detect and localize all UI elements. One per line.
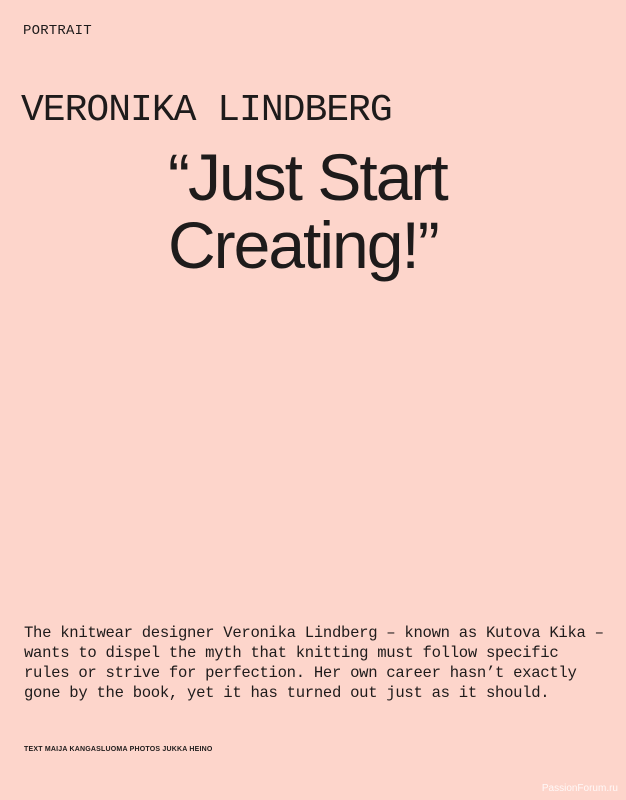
intro-paragraph: The knitwear designer Veronika Lindberg – known as Kutova Kika – wants to dispel the myth that knitting must follow specific rules or strive for perfection. Her own career hasn’t exactly gone by the book, yet it has turned out just as it should.: [24, 624, 604, 702]
headline-line-2: Creating!”: [168, 208, 438, 282]
person-name: VERONIKA LINDBERG: [21, 89, 392, 132]
watermark: PassionForum.ru: [541, 783, 618, 794]
section-label: PORTRAIT: [23, 23, 92, 39]
headline: [168, 140, 608, 282]
credits: TEXT MAIJA KANGASLUOMA PHOTOS JUKKA HEINO: [24, 746, 213, 753]
headline-line-1: “Just Start: [168, 140, 447, 214]
